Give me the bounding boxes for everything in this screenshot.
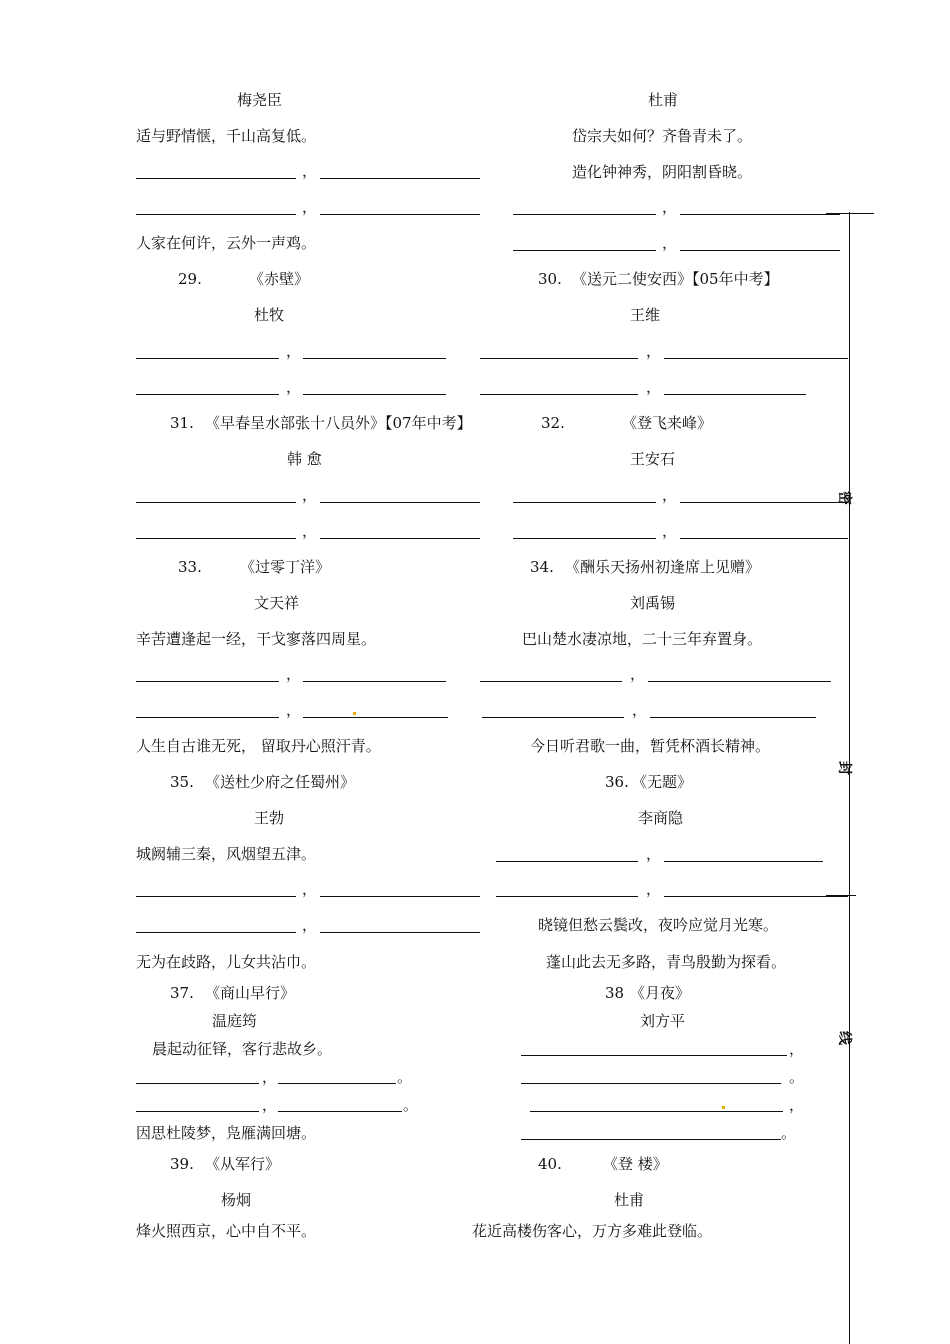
stray-mark xyxy=(353,712,356,715)
poem-author: 温庭筠 xyxy=(212,1012,258,1030)
comma: ， xyxy=(646,880,662,898)
answer-blank[interactable] xyxy=(664,358,848,359)
answer-blank[interactable] xyxy=(136,214,296,215)
poem-line: 造化钟神秀，阴阳割昏晓。 xyxy=(572,163,753,181)
comma: ， xyxy=(646,378,662,396)
poem-number: 40. xyxy=(538,1155,562,1173)
poem-line: 人家在何许，云外一声鸡。 xyxy=(136,234,317,252)
comma: ， xyxy=(662,198,678,216)
answer-blank[interactable] xyxy=(664,394,806,395)
answer-blank[interactable] xyxy=(480,358,638,359)
poem-title: 《早春呈水部张十八员外》【07年中考】 xyxy=(205,414,472,432)
answer-blank[interactable] xyxy=(513,502,656,503)
answer-blank[interactable] xyxy=(664,861,823,862)
poem-number: 30. xyxy=(538,270,562,288)
answer-blank[interactable] xyxy=(648,681,831,682)
answer-blank[interactable] xyxy=(664,896,848,897)
poem-title: 《无题》 xyxy=(632,773,693,791)
answer-blank[interactable] xyxy=(136,1083,259,1084)
poem-line: 因思杜陵梦，凫雁满回塘。 xyxy=(136,1124,317,1142)
comma: ， xyxy=(286,665,302,683)
comma: ， xyxy=(646,845,662,863)
comma: ， xyxy=(302,486,318,504)
answer-blank[interactable] xyxy=(680,214,840,215)
answer-blank[interactable] xyxy=(513,214,656,215)
poem-line: 花近高楼伤客心，万方多难此登临。 xyxy=(472,1222,713,1240)
answer-blank[interactable] xyxy=(521,1055,787,1056)
answer-blank[interactable] xyxy=(482,717,624,718)
poem-line: 辛苦遭逢起一经，干戈寥落四周星。 xyxy=(136,630,377,648)
answer-blank[interactable] xyxy=(320,896,480,897)
poem-author: 杜甫 xyxy=(614,1191,645,1209)
comma: ， xyxy=(632,701,648,719)
poem-author: 文天祥 xyxy=(254,594,300,612)
comma: ， xyxy=(630,665,646,683)
comma: ， xyxy=(302,880,318,898)
poem-author: 杜甫 xyxy=(648,91,679,109)
answer-blank[interactable] xyxy=(480,681,622,682)
answer-blank[interactable] xyxy=(303,717,448,718)
comma: ， xyxy=(646,342,662,360)
poem-number: 37. xyxy=(170,984,194,1002)
poem-author: 李商隐 xyxy=(638,809,684,827)
period: 。 xyxy=(781,1124,797,1142)
poem-author: 王安石 xyxy=(630,450,676,468)
answer-blank[interactable] xyxy=(680,538,848,539)
answer-blank[interactable] xyxy=(480,394,638,395)
comma: ， xyxy=(662,234,678,252)
answer-blank[interactable] xyxy=(136,358,279,359)
poem-number: 31. xyxy=(170,414,194,432)
period: 。 xyxy=(397,1068,413,1086)
comma: ， xyxy=(286,701,302,719)
answer-blank[interactable] xyxy=(136,538,296,539)
poem-author: 刘禹锡 xyxy=(630,594,676,612)
poem-line: 蓬山此去无多路，青鸟殷勤为探看。 xyxy=(546,953,787,971)
poem-line: 无为在歧路，儿女共沾巾。 xyxy=(136,953,317,971)
poem-line: 城阙辅三秦，风烟望五津。 xyxy=(136,845,317,863)
poem-number: 32. xyxy=(541,414,565,432)
answer-blank[interactable] xyxy=(650,717,816,718)
poem-number: 35. xyxy=(170,773,194,791)
comma: ， xyxy=(789,1096,805,1114)
poem-author: 王维 xyxy=(630,306,661,324)
comma: ， xyxy=(662,486,678,504)
answer-blank[interactable] xyxy=(496,861,638,862)
poem-number: 38 xyxy=(605,984,625,1002)
poem-line: 晓镜但愁云鬓改，夜吟应觉月光寒。 xyxy=(538,916,779,934)
poem-title: 《商山早行》 xyxy=(205,984,296,1002)
answer-blank[interactable] xyxy=(136,1111,259,1112)
comma: ， xyxy=(286,378,302,396)
poem-title: 《赤壁》 xyxy=(249,270,310,288)
answer-blank[interactable] xyxy=(513,250,656,251)
answer-blank[interactable] xyxy=(320,932,480,933)
poem-line: 适与野情惬，千山高复低。 xyxy=(136,127,317,145)
poem-author: 刘方平 xyxy=(640,1012,686,1030)
answer-blank[interactable] xyxy=(496,896,638,897)
answer-blank[interactable] xyxy=(303,358,446,359)
poem-title: 《从军行》 xyxy=(205,1155,281,1173)
comma: ， xyxy=(262,1068,278,1086)
poem-line: 巴山楚水凄凉地，二十三年弃置身。 xyxy=(522,630,763,648)
poem-number: 33. xyxy=(178,558,202,576)
answer-blank[interactable] xyxy=(521,1139,781,1140)
answer-blank[interactable] xyxy=(278,1111,402,1112)
period: 。 xyxy=(403,1096,419,1114)
poem-author: 梅尧臣 xyxy=(237,91,283,109)
answer-blank[interactable] xyxy=(303,394,446,395)
poem-line: 人生自古谁无死， 留取丹心照汗青。 xyxy=(136,737,381,755)
answer-blank[interactable] xyxy=(521,1083,781,1084)
poem-title: 《送元二使安西》【05年中考】 xyxy=(572,270,779,288)
binding-line xyxy=(849,212,850,1344)
answer-blank[interactable] xyxy=(136,681,279,682)
poem-title: 《酬乐天扬州初逢席上见赠》 xyxy=(565,558,761,576)
seal-label-xian: 线 xyxy=(836,1031,852,1045)
answer-blank[interactable] xyxy=(320,178,480,179)
answer-blank[interactable] xyxy=(136,932,296,933)
poem-title: 《送杜少府之任蜀州》 xyxy=(205,773,356,791)
answer-blank[interactable] xyxy=(530,1111,783,1112)
answer-blank[interactable] xyxy=(303,681,446,682)
answer-blank[interactable] xyxy=(320,538,480,539)
comma: ， xyxy=(302,522,318,540)
poem-author: 杜牧 xyxy=(254,306,285,324)
comma: ， xyxy=(789,1040,805,1058)
poem-author: 王勃 xyxy=(254,809,285,827)
comma: ， xyxy=(302,198,318,216)
poem-line: 今日听君歌一曲，暂凭杯酒长精神。 xyxy=(530,737,771,755)
answer-blank[interactable] xyxy=(136,394,279,395)
answer-blank[interactable] xyxy=(320,214,480,215)
poem-author: 韩 愈 xyxy=(287,450,322,468)
stray-mark xyxy=(722,1106,725,1109)
seal-label-mi: 密 xyxy=(836,491,852,505)
poem-title: 《过零丁洋》 xyxy=(240,558,331,576)
answer-blank[interactable] xyxy=(680,502,848,503)
comma: ， xyxy=(286,342,302,360)
answer-blank[interactable] xyxy=(136,178,296,179)
answer-blank[interactable] xyxy=(136,502,296,503)
answer-blank[interactable] xyxy=(136,717,279,718)
comma: ， xyxy=(262,1096,278,1114)
seal-label-feng: 封 xyxy=(836,761,852,775)
poem-number: 36. xyxy=(605,773,629,791)
answer-blank[interactable] xyxy=(513,538,656,539)
poem-line: 晨起动征铎，客行悲故乡。 xyxy=(152,1040,333,1058)
answer-blank[interactable] xyxy=(680,250,840,251)
period: 。 xyxy=(789,1068,805,1086)
comma: ， xyxy=(662,522,678,540)
answer-blank[interactable] xyxy=(278,1083,396,1084)
poem-line: 烽火照西京，心中自不平。 xyxy=(136,1222,317,1240)
poem-number: 29. xyxy=(178,270,202,288)
comma: ， xyxy=(302,916,318,934)
answer-blank[interactable] xyxy=(320,502,480,503)
poem-title: 《登 楼》 xyxy=(603,1155,668,1173)
poem-title: 《月夜》 xyxy=(630,984,691,1002)
poem-number: 39. xyxy=(170,1155,194,1173)
answer-blank[interactable] xyxy=(136,896,296,897)
poem-author: 杨炯 xyxy=(221,1191,252,1209)
poem-line: 岱宗夫如何？齐鲁青未了。 xyxy=(572,127,753,145)
poem-title: 《登飞来峰》 xyxy=(622,414,713,432)
comma: ， xyxy=(302,162,318,180)
poem-number: 34. xyxy=(530,558,554,576)
